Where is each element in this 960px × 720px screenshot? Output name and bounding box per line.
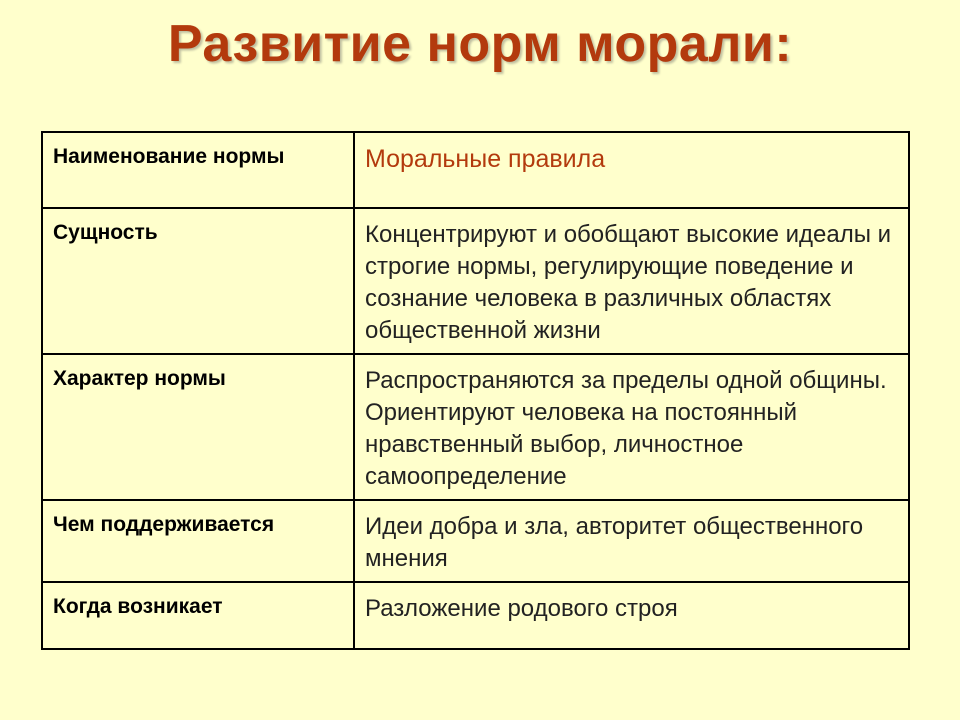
row-label-origin: Когда возникает (42, 582, 354, 649)
row-value-norm-name: Моральные правила (354, 132, 909, 208)
row-value-support: Идеи добра и зла, авторитет общественного мнения (354, 500, 909, 582)
row-label-support: Чем поддерживается (42, 500, 354, 582)
table-row (42, 132, 909, 208)
morality-norms-table (41, 131, 910, 650)
table-row (42, 208, 909, 354)
row-value-character: Распространяются за пределы одной общины. Ориентируют человека на постоянный нравственный выбор, личностное самоопределение (354, 354, 909, 500)
table-row (42, 354, 909, 500)
row-label-essence: Сущность (42, 208, 354, 354)
row-value-essence: Концентрируют и обобщают высокие идеалы и строгие нормы, регулирующие поведение и сознание человека в различных областях общественной жизни (354, 208, 909, 354)
row-label-character: Характер нормы (42, 354, 354, 500)
table-row (42, 582, 909, 649)
table-row (42, 500, 909, 582)
slide-title: Развитие норм морали: (167, 15, 793, 73)
row-label-norm-name: Наименование нормы (42, 132, 354, 208)
row-value-origin: Разложение родового строя (354, 582, 909, 649)
